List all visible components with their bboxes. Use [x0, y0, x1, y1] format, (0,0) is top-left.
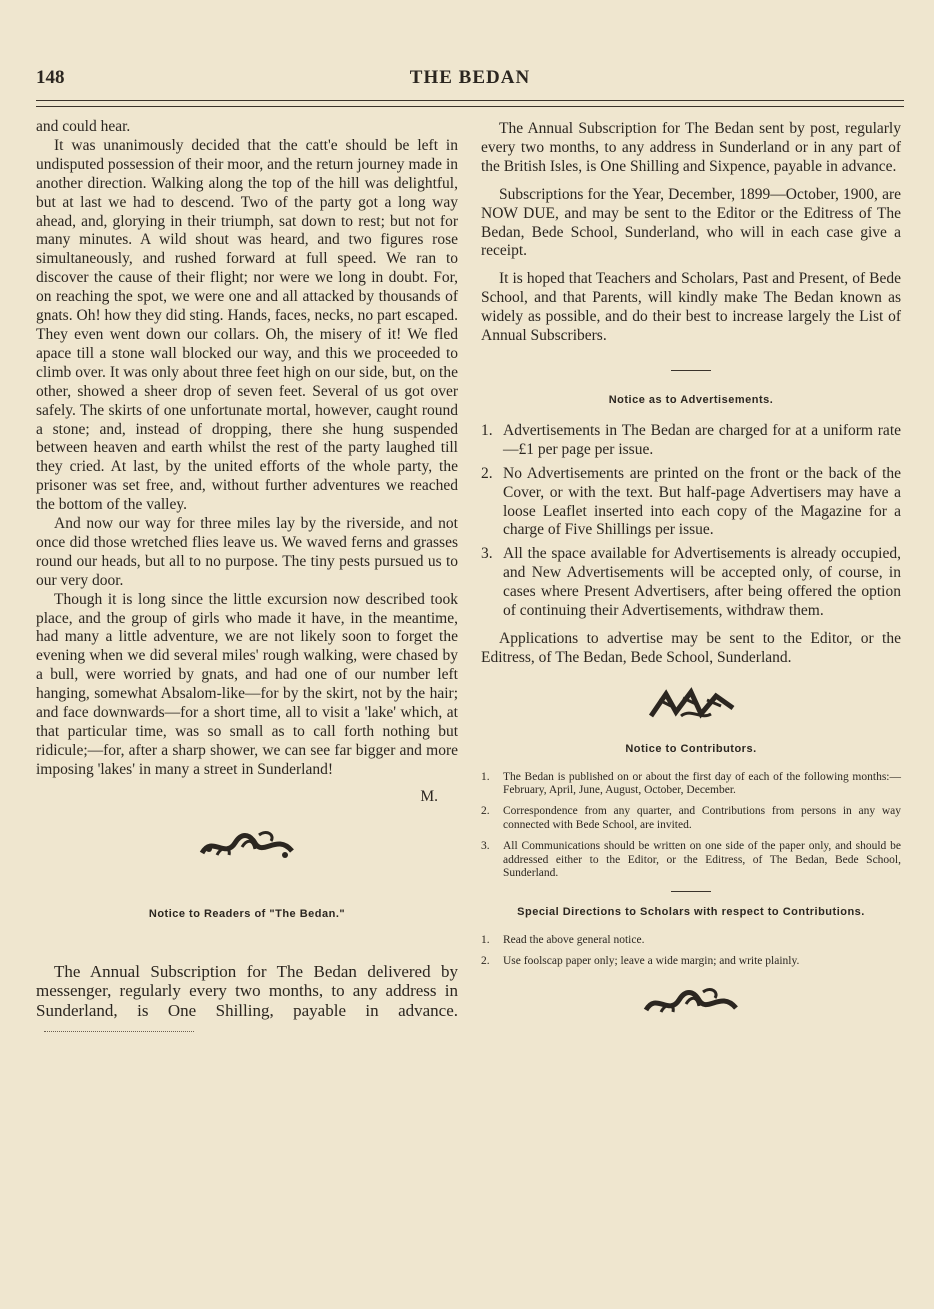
right-column — [481, 120, 901, 1022]
dotted-rule — [44, 1031, 194, 1032]
subscription-paragraph: The Annual Subscription for The Bedan sent by post, regularly every two months, to any address in Sunderland or in any part of the British Isles, is One Shilling and Sixpence, payable in advance. — [481, 120, 901, 175]
list-item: 1. Read the above general notice. — [481, 933, 645, 946]
readers-notice-text: The Annual Subscription for The Bedan delivered by messenger, regularly every two months, to any address in Sunderland, is One Shilling, payable in advance. — [36, 962, 458, 1040]
scroll-ornament-icon — [36, 825, 458, 865]
story-paragraph: Though it is long since the little excursion now described took place, and the group of girls who made it have, in the meantime, had many a little adventure, we are not likely soon to forget the evening when we did several miles' rough walking, were chased by a bull, were worried by gnats, and had one of our number left hanging, somewhat Absalom-like—for by the skirt, not by the hair; and face downwards—for a short time, all to visit a 'lake' which, at that particular time, was so small as to call forth nothing but ridicule;—for, after a sharp shower, we can see far bigger and more imposing 'lakes' in many a street in Sunderland! — [36, 590, 458, 778]
list-item: 2. No Advertisements are printed on the front or the back of the Cover, or with the text. But half-page Advertisers may have a loose Leaflet inserted into each copy of the Magazine for a charge of Five Shillings per issue. — [481, 464, 901, 539]
contributors-list — [481, 771, 901, 881]
story-paragraph: And now our way for three miles lay by the riverside, and not once did those wretched flies leave us. We waved ferns and grasses round our heads, but all to no purpose. The tiny pests pursued us to our very door. — [36, 515, 458, 589]
scholars-directions-heading: Special Directions to Scholars with respect to Contributions. — [517, 905, 865, 918]
list-item: 3. All Communications should be written on one side of the paper only, and should be addressed either to the Editor, or the Editress, of The Bedan, Bede School, Sunderland. — [481, 840, 901, 880]
scholars-list — [481, 934, 901, 969]
scroll-ornament-icon — [481, 982, 901, 1022]
left-column — [36, 118, 458, 1040]
ads-notice-heading: Notice as to Advertisements. — [608, 393, 774, 406]
list-item: 2. Correspondence from any quarter, and Contributions from persons in any way connected with Bede School, are invited. — [481, 805, 901, 831]
list-item: 3. All the space available for Advertisements is already occupied, and New Advertisements will be accepted only, of course, in cases where Present Advertisers, after being offered the option of continuing their Advertisements, withdraw them. — [481, 545, 901, 620]
running-title: THE BEDAN — [409, 67, 531, 88]
applications-paragraph: Applications to advertise may be sent to the Editor, or the Editress, of The Bedan, Bede School, Sunderland. — [481, 629, 901, 666]
story-paragraph: It was unanimously decided that the catt'e should be left in undisputed possession of their moor, and the return journey made in another direction. Walking along the top of the hill was delightful, but at last we had to descend. Two of the party got a long way ahead, and, glorying in their triumph, sat down to rest; but not for many minutes. A wild shout was heard, and two figures rose simultaneously, and rushed forward at full speed. We ran to discover the cause of their flight; nor were we long in doubt. For, on reaching the spot, we were one and all attacked by thousands of gnats. Oh! how they did sting. Hands, faces, necks, no part escaped. They even went down our collars. Oh, the misery of it! We fled apace till a stone wall blocked our way, and this we proceeded to climb over. It was only about three feet high on our side, but, on the other, showed a sheer drop of seven feet. Several of us got over safely. The skirts of one unfortunate mortal, however, caught round a stone; and, instead of dropping, there she hung suspended between heaven and earth whilst the rest of the party laughed till they cried. At last, by the united efforts of the whole party, the prisoner was set free, and, without further adventures we reached the bottom of the valley. — [36, 136, 458, 514]
leaf-ornament-icon — [481, 686, 901, 726]
page-number: 148 — [36, 67, 65, 88]
page-header — [36, 64, 904, 94]
list-item: 2. Use foolscap paper only; leave a wide margin; and write plainly. — [481, 954, 800, 967]
author-signature: M. — [420, 787, 438, 805]
section-divider — [671, 370, 711, 371]
header-rule — [36, 100, 904, 107]
list-item: 1. Advertisements in The Bedan are charged for at a uniform rate—£1 per page per issue. — [481, 421, 901, 458]
subscription-paragraph: It is hoped that Teachers and Scholars, Past and Present, of Bede School, and that Parents, will kindly make The Bedan known as widely as possible, and do their best to increase largely the List of Annual Subscribers. — [481, 270, 901, 345]
subscription-paragraph: Subscriptions for the Year, December, 1899—October, 1900, are NOW DUE, and may be sent to the Editor or the Editress of The Bedan, Bede School, Sunderland, who will in each case give a receipt. — [481, 185, 901, 260]
list-item: 1. The Bedan is published on or about the first day of each of the following months:—February, April, June, August, October, December. — [481, 770, 901, 797]
contributors-notice-heading: Notice to Contributors. — [625, 742, 757, 755]
story-paragraph: and could hear. — [36, 118, 131, 135]
readers-notice-heading: Notice to Readers of "The Bedan." — [148, 907, 346, 920]
section-divider — [671, 891, 711, 892]
ads-list — [481, 422, 901, 621]
